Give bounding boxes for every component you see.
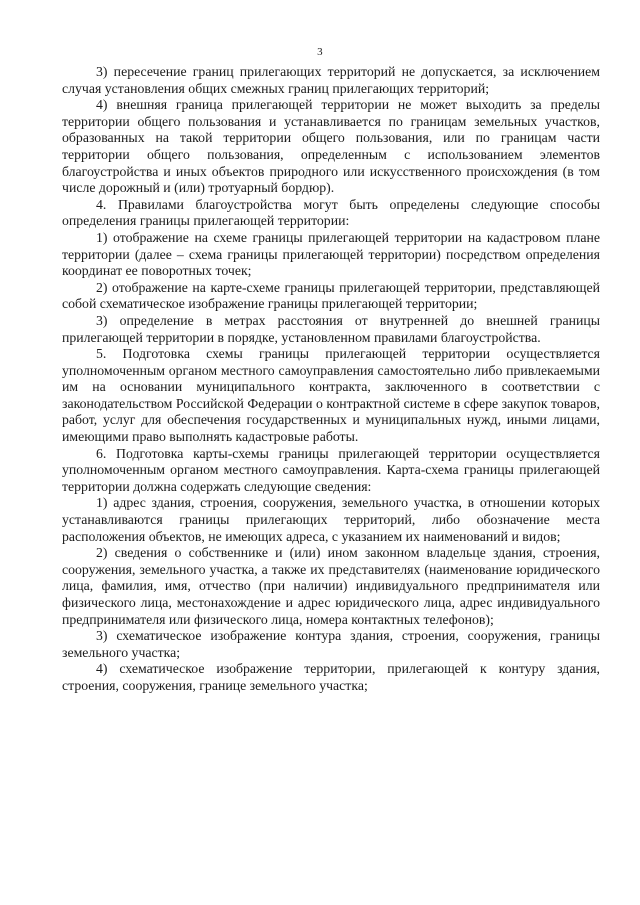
paragraph-1: 3) пересечение границ прилегающих территорий не допускается, за исключением случая установления общих смежных границ прилегающих территорий;: [62, 64, 600, 96]
paragraph-2: 4) внешняя граница прилегающей территории не может выходить за пределы территории общего пользования и устанавливается по границам земельных участков, образованных на такой территории общего пользования, или по границам части территории общего пользования, определенным с использованием элементов благоустройства и иных объектов природного или искусственного происхождения (в том числе дорожный и (или) тротуарный бордюр).: [62, 97, 600, 196]
paragraph-4: 1) отображение на схеме границы прилегающей территории на кадастровом плане территории (далее – схема границы прилегающей территории) посредством определения координат ее поворотных точек;: [62, 229, 600, 279]
paragraph-10: 2) сведения о собственнике и (или) ином законном владельце здания, строения, сооружения, земельного участка, а также их представителях (наименование юридического лица, фамилия, имя, отчество (при наличии) индивидуального предпринимателя или физического лица, местонахождение и адрес юридического лица, адрес индивидуального предпринимателя или физического лица, номера контактных телефонов);: [62, 545, 600, 627]
paragraph-8: 6. Подготовка карты-схемы границы прилегающей территории осуществляется уполномоченным органом местного самоуправления. Карта-схема границы прилегающей территории должна содержать следующие сведения:: [62, 445, 600, 494]
paragraph-7: 5. Подготовка схемы границы прилегающей территории осуществляется уполномоченным органом местного самоуправления самостоятельно либо привлекаемыми им на основании муниципального контракта, заключенного в соответствии с законодательством Российской Федерации о контрактной системе в сфере закупок товаров, работ, услуг для обеспечения государственных и муниципальных нужд, иными лицами, имеющими право выполнять кадастровые работы.: [62, 346, 600, 445]
paragraph-6: 3) определение в метрах расстояния от внутренней до внешней границы прилегающей территории в порядке, установленном правилами благоустройства.: [62, 312, 600, 345]
paragraph-12: 4) схематическое изображение территории, прилегающей к контуру здания, строения, сооружения, границе земельного участка;: [62, 661, 600, 693]
paragraph-11: 3) схематическое изображение контура здания, строения, сооружения, границы земельного участка;: [62, 628, 600, 660]
page-number: 3: [317, 46, 323, 58]
paragraph-9: 1) адрес здания, строения, сооружения, земельного участка, в отношении которых устанавливаются границы прилегающих территорий, либо обозначение места расположения объектов, не имеющих адреса, с указанием их наименований и видов;: [62, 495, 600, 544]
paragraph-5: 2) отображение на карте-схеме границы прилегающей территории, представляющей собой схематическое изображение границы прилегающей территории;: [62, 279, 600, 312]
document-body: [62, 64, 600, 695]
paragraph-3: 4. Правилами благоустройства могут быть определены следующие способы определения границы прилегающей территории:: [62, 196, 600, 229]
